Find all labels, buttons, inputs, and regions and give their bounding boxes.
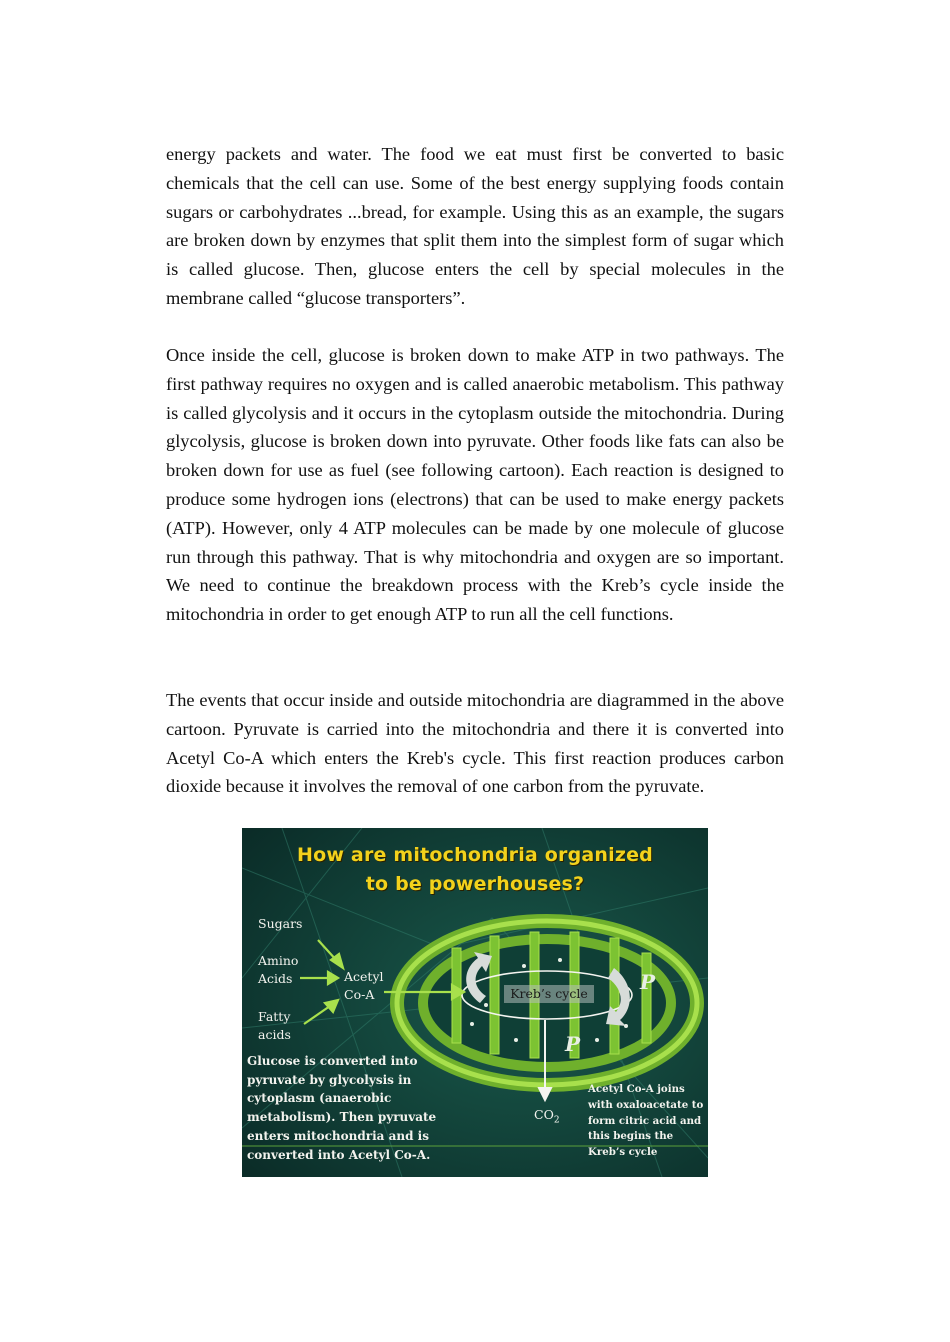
label-sugars: Sugars [258, 916, 303, 931]
phosphate-icon: P [565, 1032, 581, 1056]
co2-subscript: 2 [553, 1115, 560, 1126]
paragraph-energy-intro: energy packets and water. The food we eat must first be converted to basic chemicals that the cell can use. Some of the best energy supplying foods contain sugars or carbohydrates ...bread, for example. Using this as an example, the sugars are broken down by enzymes that split them into the simplest form of sugar which is called glucose. Then, glucose enters the cell by special molecules in the membrane called “glucose transporters”. [166, 144, 784, 308]
note-glycolysis: Glucose is converted into pyruvate by glycolysis in cytoplasm (anaerobic metabolism). Then pyruvate enters mitochondria and is converted into Acetyl Co-A. [247, 1054, 437, 1162]
label-fatty-acids: Fatty acids [258, 1009, 291, 1042]
phosphate-icon: P [640, 970, 656, 994]
mitochondria-diagram [242, 828, 708, 1177]
diagram-title-line-1: How are mitochondria organized [297, 844, 653, 866]
paragraph-glycolysis: Once inside the cell, glucose is broken down to make ATP in two pathways. The first pathway requires no oxygen and is called anaerobic metabolism. This pathway is called glycolysis and it occurs in the cytoplasm outside the mitochondria. During glycolysis, glucose is broken down into pyruvate. Other foods like fats can also be broken down for use as fuel (see following cartoon). Each reaction is designed to produce some hydrogen ions (electrons) that can be used to make energy packets (ATP). However, only 4 ATP molecules can be made by one molecule of glucose run through this pathway. That is why mitochondria and oxygen are so important. We need to continue the breakdown process with the Kreb’s cycle inside the mitochondria in order to get enough ATP to run all the cell functions. [166, 345, 784, 625]
co2-text: CO [534, 1107, 554, 1122]
label-krebs-cycle: Kreb’s cycle [504, 985, 594, 1003]
label-acetyl-coa: Acetyl Co-A [344, 969, 384, 1002]
label-co2 [534, 1106, 560, 1130]
paragraph-pyruvate: The events that occur inside and outside mitochondria are diagrammed in the above cartoon. Pyruvate is carried into the mitochondria and there it is converted into Acetyl Co-A which enters the Kreb's cycle. This first reaction produces carbon dioxide because it involves the removal of one carbon from the pyruvate. [166, 690, 784, 797]
diagram-title-line-2: to be powerhouses? [365, 873, 585, 895]
note-krebs-start: Acetyl Co-A joins with oxaloacetate to form citric acid and this begins the Kreb’s cycle [588, 1083, 704, 1159]
label-amino-acids: Amino Acids [258, 953, 299, 986]
